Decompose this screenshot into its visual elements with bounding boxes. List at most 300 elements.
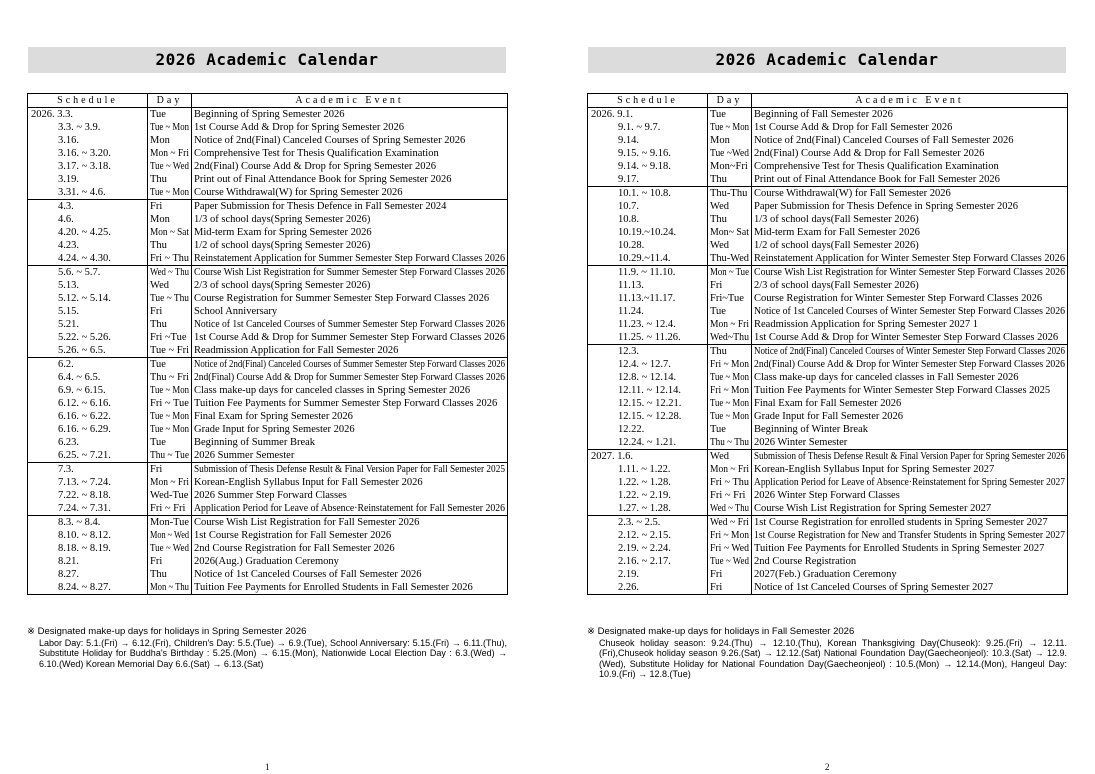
day-cell bbox=[148, 279, 192, 292]
event-text: Notice of 1st Canceled Courses of Fall Semester 2026 bbox=[194, 569, 422, 580]
event-text: Readmission Application for Spring Semester 2027 1 bbox=[754, 319, 978, 330]
event-text: 1st Course Add & Drop for Spring Semester 2026 bbox=[194, 122, 404, 133]
schedule-cell bbox=[28, 568, 148, 581]
day-cell bbox=[148, 134, 192, 147]
table-row bbox=[588, 292, 1068, 305]
schedule-text: 12.22. bbox=[618, 424, 645, 435]
schedule-text: 12.15. ~ 12.21. bbox=[618, 398, 682, 409]
event-text: Course Registration for Summer Semester Step Forward Classes 2026 bbox=[194, 293, 490, 304]
event-text: 2027(Feb.) Graduation Ceremony bbox=[754, 569, 897, 580]
schedule-text: 11.13. bbox=[618, 280, 644, 291]
schedule-cell bbox=[28, 555, 148, 568]
event-text: 2nd(Final) Course Add & Drop for Summer Semester Step Forward Classes 2026 bbox=[194, 372, 505, 383]
schedule-cell bbox=[588, 502, 708, 516]
day-cell bbox=[148, 318, 192, 331]
table-row bbox=[588, 371, 1068, 384]
schedule-text: 6.9. ~ 6.15. bbox=[58, 385, 106, 396]
schedule-cell bbox=[588, 252, 708, 266]
table-row bbox=[28, 371, 508, 384]
event-text: Class make-up days for canceled classes in Fall Semester 2026 bbox=[754, 372, 1019, 383]
schedule-cell bbox=[588, 384, 708, 397]
schedule-text: 3.31. ~ 4.6. bbox=[58, 187, 106, 198]
table-row bbox=[588, 516, 1068, 530]
schedule-text: 3.16. bbox=[58, 135, 79, 146]
schedule-cell bbox=[28, 449, 148, 463]
day-text: Mon~Fri bbox=[710, 161, 748, 172]
day-cell bbox=[708, 476, 752, 489]
day-cell bbox=[148, 529, 192, 542]
event-cell bbox=[192, 371, 508, 384]
schedule-text: 9.17. bbox=[618, 174, 639, 185]
schedule-text: 8.21. bbox=[58, 556, 79, 567]
day-cell bbox=[148, 502, 192, 516]
event-text: Reinstatement Application for Summer Semester Step Forward Classes 2026 bbox=[194, 253, 505, 264]
day-cell bbox=[708, 187, 752, 201]
schedule-text: 3.17. ~ 3.18. bbox=[58, 161, 111, 172]
event-cell bbox=[752, 516, 1068, 530]
event-text: Course Wish List Registration for Spring Semester 2027 bbox=[754, 503, 992, 514]
column-header-event: Academic Event bbox=[752, 94, 1068, 108]
schedule-cell bbox=[28, 147, 148, 160]
event-cell bbox=[752, 397, 1068, 410]
day-cell bbox=[148, 292, 192, 305]
event-cell bbox=[752, 187, 1068, 201]
day-cell bbox=[148, 200, 192, 214]
day-text: Tue bbox=[710, 424, 726, 435]
event-cell bbox=[192, 449, 508, 463]
event-text: Reinstatement Application for Winter Semester Step Forward Classes 2026 bbox=[754, 253, 1065, 264]
day-text: Wed bbox=[710, 240, 729, 251]
table-row bbox=[588, 318, 1068, 331]
event-cell bbox=[752, 463, 1068, 476]
table-row bbox=[28, 436, 508, 449]
table-row bbox=[28, 476, 508, 489]
day-text: Mon ~ Fri bbox=[150, 148, 189, 159]
table-row bbox=[588, 463, 1068, 476]
event-text: Notice of 1st Canceled Courses of Spring Semester 2027 bbox=[754, 582, 994, 593]
event-cell bbox=[192, 529, 508, 542]
event-cell bbox=[752, 318, 1068, 331]
table-header-row bbox=[588, 94, 1068, 108]
event-text: 2nd(Final) Course Add & Drop for Spring Semester 2026 bbox=[194, 161, 437, 172]
event-text: 2026 Winter Step Forward Classes bbox=[754, 490, 900, 501]
event-text: Tuition Fee Payments for Summer Semester Step Forward Classes 2026 bbox=[194, 398, 498, 409]
table-row bbox=[588, 568, 1068, 581]
holiday-note-body: Labor Day: 5.1.(Fri) → 6.12.(Fri), Children's Day: 5.5.(Tue) → 6.9.(Tue), School Anniversary: 5.15.(Fri) → 6.11.(Thu), Substitute Holiday for Buddha's Birthday : 5.25.(Mon) → 6.15.(Mon), Nationwide Local Election Day : 6.3.(Wed) → 6.10.(Wed) Korean Memorial Day 6.6.(Sat) → 6.13.(Sat) bbox=[39, 637, 507, 669]
event-text: Beginning of Fall Semester 2026 bbox=[754, 109, 893, 120]
table-row bbox=[28, 410, 508, 423]
day-text: Mon bbox=[150, 214, 170, 225]
day-cell bbox=[708, 502, 752, 516]
event-cell bbox=[752, 200, 1068, 213]
schedule-text: 5.12. ~ 5.14. bbox=[58, 293, 111, 304]
table-row bbox=[588, 384, 1068, 397]
day-cell bbox=[708, 542, 752, 555]
event-cell bbox=[192, 147, 508, 160]
schedule-text: 7.22. ~ 8.18. bbox=[58, 490, 111, 501]
day-text: Fri bbox=[710, 280, 723, 291]
schedule-text: 1.11. ~ 1.22. bbox=[618, 464, 671, 475]
event-cell bbox=[752, 436, 1068, 450]
day-cell bbox=[148, 568, 192, 581]
day-text: Tue bbox=[150, 359, 166, 370]
holiday-note bbox=[27, 627, 507, 669]
day-text: Fri ~ Thu bbox=[710, 477, 749, 488]
event-text: Paper Submission for Thesis Defence in Fall Semester 2024 bbox=[194, 201, 447, 212]
day-cell bbox=[708, 463, 752, 476]
day-cell bbox=[708, 555, 752, 568]
event-cell bbox=[752, 568, 1068, 581]
day-text: Tue ~ Mon bbox=[150, 424, 189, 435]
day-text: Fri bbox=[150, 306, 163, 317]
event-cell bbox=[192, 121, 508, 134]
schedule-text: 3.19. bbox=[58, 174, 79, 185]
day-cell bbox=[708, 305, 752, 318]
event-text: Course Wish List Registration for Fall Semester 2026 bbox=[194, 517, 420, 528]
event-text: 1st Course Registration for enrolled students in Spring Semester 2027 bbox=[754, 517, 1048, 528]
table-row bbox=[28, 173, 508, 186]
event-text: Notice of 2nd(Final) Canceled Courses of Spring Semester 2026 bbox=[194, 135, 466, 146]
day-cell bbox=[708, 384, 752, 397]
table-row bbox=[588, 397, 1068, 410]
event-cell bbox=[192, 410, 508, 423]
event-text: 1st Course Registration for New and Transfer Students in Spring Semester 2027 bbox=[754, 530, 1065, 541]
column-header-event: Academic Event bbox=[192, 94, 508, 108]
schedule-text: 10.8. bbox=[618, 214, 639, 225]
event-text: Final Exam for Fall Semester 2026 bbox=[754, 398, 902, 409]
day-cell bbox=[708, 489, 752, 502]
schedule-text: 8.27. bbox=[58, 569, 79, 580]
day-cell bbox=[708, 279, 752, 292]
day-text: Fri ~ Mon bbox=[710, 530, 749, 541]
schedule-text: 12.11. ~ 12.14. bbox=[618, 385, 682, 396]
day-text: Wed~Thu bbox=[710, 332, 749, 343]
day-text: Thu bbox=[710, 346, 727, 357]
day-cell bbox=[708, 371, 752, 384]
day-cell bbox=[148, 266, 192, 280]
day-text: Mon ~ Wed bbox=[150, 530, 189, 541]
table-row bbox=[28, 384, 508, 397]
schedule-cell bbox=[28, 436, 148, 449]
day-cell bbox=[148, 226, 192, 239]
day-cell bbox=[148, 436, 192, 449]
table-row bbox=[588, 266, 1068, 280]
day-text: Wed bbox=[150, 280, 169, 291]
schedule-text: 8.3. ~ 8.4. bbox=[58, 517, 101, 528]
event-text: Print out of Final Attendance Book for Fall Semester 2026 bbox=[754, 174, 1000, 185]
day-text: Mon bbox=[150, 135, 170, 146]
schedule-cell bbox=[588, 410, 708, 423]
table-row bbox=[588, 476, 1068, 489]
day-text: Tue ~ Fri bbox=[150, 345, 189, 356]
day-text: Mon ~ Sat bbox=[150, 227, 189, 238]
table-row bbox=[28, 239, 508, 252]
day-text: Wed ~ Fri bbox=[710, 517, 749, 528]
schedule-cell bbox=[588, 134, 708, 147]
schedule-cell bbox=[588, 239, 708, 252]
day-text: Thu bbox=[710, 214, 727, 225]
event-cell bbox=[752, 173, 1068, 187]
table-row bbox=[28, 318, 508, 331]
event-cell bbox=[752, 331, 1068, 345]
table-row bbox=[28, 252, 508, 266]
table-row bbox=[28, 160, 508, 173]
event-text: Class make-up days for canceled classes in Spring Semester 2026 bbox=[194, 385, 471, 396]
schedule-text: 1.22. ~ 2.19. bbox=[618, 490, 671, 501]
day-cell bbox=[708, 292, 752, 305]
event-text: Notice of 2nd(Final) Canceled Courses of Fall Semester 2026 bbox=[754, 135, 1014, 146]
event-cell bbox=[752, 121, 1068, 134]
event-cell bbox=[192, 173, 508, 186]
schedule-cell bbox=[28, 279, 148, 292]
schedule-text: 4.20. ~ 4.25. bbox=[58, 227, 111, 238]
table-row bbox=[28, 134, 508, 147]
schedule-text: 6.12. ~ 6.16. bbox=[58, 398, 111, 409]
day-cell bbox=[708, 173, 752, 187]
event-text: Course Wish List Registration for Summer Semester Step Forward Classes 2026 bbox=[194, 267, 505, 278]
table-row bbox=[28, 147, 508, 160]
day-text: Wed ~ Thu bbox=[150, 267, 189, 278]
event-text: 1/2 of school days(Spring Semester 2026) bbox=[194, 240, 371, 251]
event-text: Tuition Fee Payments for Winter Semester Step Forward Classes 2025 bbox=[754, 385, 1051, 396]
page-title: 2026 Academic Calendar bbox=[588, 47, 1066, 73]
schedule-text: 6.16. ~ 6.29. bbox=[58, 424, 111, 435]
schedule-cell bbox=[28, 226, 148, 239]
schedule-text: 2.12. ~ 2.15. bbox=[618, 530, 671, 541]
schedule-cell bbox=[588, 213, 708, 226]
day-text: Wed bbox=[710, 201, 729, 212]
event-text: Submission of Thesis Defense Result & Final Version Paper for Fall Semester 2025 bbox=[194, 464, 505, 475]
schedule-cell bbox=[588, 292, 708, 305]
day-cell bbox=[148, 173, 192, 186]
day-text: Wed ~ Thu bbox=[710, 503, 749, 514]
event-text: Readmission Application for Fall Semester 2026 bbox=[194, 345, 399, 356]
day-text: Tue ~Wed bbox=[710, 148, 749, 159]
day-text: Fri bbox=[150, 201, 163, 212]
table-row bbox=[28, 226, 508, 239]
event-cell bbox=[752, 450, 1068, 464]
table-row bbox=[588, 147, 1068, 160]
schedule-cell bbox=[588, 555, 708, 568]
table-row bbox=[28, 449, 508, 463]
event-cell bbox=[192, 344, 508, 358]
event-text: 2nd Course Registration for Fall Semester 2026 bbox=[194, 543, 395, 554]
event-text: 2026(Aug.) Graduation Ceremony bbox=[194, 556, 339, 567]
schedule-cell bbox=[28, 397, 148, 410]
table-row bbox=[588, 555, 1068, 568]
schedule-text: 2.19. bbox=[618, 569, 639, 580]
event-cell bbox=[752, 423, 1068, 436]
schedule-text: 11.9. ~ 11.10. bbox=[618, 267, 676, 278]
day-cell bbox=[708, 436, 752, 450]
schedule-cell bbox=[588, 542, 708, 555]
schedule-text: 12.4. ~ 12.7. bbox=[618, 359, 671, 370]
event-cell bbox=[752, 489, 1068, 502]
schedule-cell bbox=[588, 121, 708, 134]
day-cell bbox=[148, 358, 192, 372]
schedule-cell bbox=[588, 147, 708, 160]
event-cell bbox=[192, 384, 508, 397]
event-cell bbox=[192, 108, 508, 122]
event-text: 1/3 of school days(Fall Semester 2026) bbox=[754, 214, 919, 225]
event-text: Grade Input for Spring Semester 2026 bbox=[194, 424, 355, 435]
table-row bbox=[588, 410, 1068, 423]
schedule-cell bbox=[28, 318, 148, 331]
schedule-cell bbox=[588, 173, 708, 187]
table-row bbox=[28, 555, 508, 568]
schedule-cell bbox=[28, 186, 148, 200]
event-cell bbox=[752, 160, 1068, 173]
event-text: 1st Course Add & Drop for Winter Semester Step Forward Classes 2026 bbox=[754, 332, 1059, 343]
day-cell bbox=[708, 331, 752, 345]
event-text: Application Period for Leave of Absence·Reinstatement for Spring Semester 2027 bbox=[754, 477, 1065, 488]
event-cell bbox=[192, 423, 508, 436]
day-cell bbox=[148, 581, 192, 595]
day-text: Thu ~ Fri bbox=[150, 372, 189, 383]
schedule-cell bbox=[588, 266, 708, 280]
day-text: Fri ~ Wed bbox=[710, 543, 749, 554]
schedule-cell bbox=[28, 476, 148, 489]
day-text: Tue bbox=[710, 306, 726, 317]
schedule-cell bbox=[28, 239, 148, 252]
day-text: Thu bbox=[710, 174, 727, 185]
schedule-cell bbox=[28, 529, 148, 542]
day-text: Tue bbox=[150, 109, 166, 120]
day-cell bbox=[708, 213, 752, 226]
table-row bbox=[28, 568, 508, 581]
event-text: Notice of 2nd(Final) Canceled Courses of Winter Semester Step Forward Classes 2026 bbox=[754, 346, 1065, 357]
schedule-text: 7.13. ~ 7.24. bbox=[58, 477, 111, 488]
schedule-cell bbox=[28, 160, 148, 173]
schedule-text: 10.7. bbox=[618, 201, 639, 212]
schedule-text: 3.3. ~ 3.9. bbox=[58, 122, 101, 133]
event-cell bbox=[752, 410, 1068, 423]
event-cell bbox=[192, 463, 508, 477]
schedule-cell bbox=[28, 344, 148, 358]
table-row bbox=[588, 226, 1068, 239]
table-row bbox=[588, 423, 1068, 436]
schedule-cell bbox=[28, 371, 148, 384]
event-text: Comprehensive Test for Thesis Qualification Examination bbox=[194, 148, 439, 159]
day-cell bbox=[148, 160, 192, 173]
day-text: Tue ~ Wed bbox=[150, 161, 189, 172]
schedule-cell bbox=[28, 384, 148, 397]
schedule-cell bbox=[588, 397, 708, 410]
table-row bbox=[588, 213, 1068, 226]
day-text: Fri ~ Tue bbox=[150, 398, 189, 409]
schedule-text: 2.3. ~ 2.5. bbox=[618, 517, 661, 528]
event-text: Notice of 1st Canceled Courses of Winter Semester Step Forward Classes 2026 bbox=[754, 306, 1065, 317]
schedule-cell bbox=[28, 542, 148, 555]
schedule-text: 4.23. bbox=[58, 240, 79, 251]
event-cell bbox=[192, 555, 508, 568]
table-row bbox=[588, 450, 1068, 464]
day-text: Tue ~ Mon bbox=[710, 398, 749, 409]
schedule-text: 11.23. ~ 12.4. bbox=[618, 319, 676, 330]
schedule-cell bbox=[28, 266, 148, 280]
table-row bbox=[28, 186, 508, 200]
schedule-cell bbox=[588, 529, 708, 542]
event-text: 2026 Summer Semester bbox=[194, 450, 295, 461]
table-row bbox=[588, 436, 1068, 450]
schedule-cell bbox=[588, 489, 708, 502]
day-cell bbox=[708, 423, 752, 436]
day-cell bbox=[148, 331, 192, 344]
day-text: Tue ~ Mon bbox=[710, 411, 749, 422]
event-cell bbox=[192, 226, 508, 239]
table-row bbox=[28, 344, 508, 358]
event-cell bbox=[192, 160, 508, 173]
day-cell bbox=[148, 463, 192, 477]
day-cell bbox=[708, 252, 752, 266]
day-text: Tue ~ Mon bbox=[150, 411, 189, 422]
day-text: Mon ~ Fri bbox=[710, 464, 749, 475]
event-text: Tuition Fee Payments for Enrolled Students in Spring Semester 2027 bbox=[754, 543, 1045, 554]
day-cell bbox=[148, 344, 192, 358]
table-row bbox=[28, 121, 508, 134]
day-cell bbox=[148, 213, 192, 226]
event-text: Mid-term Exam for Fall Semester 2026 bbox=[754, 227, 920, 238]
schedule-cell bbox=[588, 345, 708, 359]
schedule-text: 2026. 9.1. bbox=[591, 109, 633, 120]
table-row bbox=[588, 252, 1068, 266]
event-cell bbox=[752, 345, 1068, 359]
event-cell bbox=[192, 279, 508, 292]
event-cell bbox=[192, 186, 508, 200]
day-text: Mon bbox=[710, 135, 730, 146]
event-text: Comprehensive Test for Thesis Qualification Examination bbox=[754, 161, 999, 172]
table-row bbox=[28, 266, 508, 280]
schedule-text: 10.29.~11.4. bbox=[618, 253, 671, 264]
day-cell bbox=[148, 147, 192, 160]
event-cell bbox=[752, 292, 1068, 305]
day-text: Fri ~ Fri bbox=[710, 490, 746, 501]
schedule-cell bbox=[28, 463, 148, 477]
event-text: Submission of Thesis Defense Result & Final Version Paper for Spring Semester 2026 bbox=[754, 451, 1065, 462]
event-cell bbox=[752, 239, 1068, 252]
event-cell bbox=[192, 200, 508, 214]
schedule-cell bbox=[28, 252, 148, 266]
table-row bbox=[588, 239, 1068, 252]
column-header-day: Day bbox=[148, 94, 192, 108]
table-row bbox=[28, 358, 508, 372]
schedule-cell bbox=[588, 200, 708, 213]
day-text: Thu ~ Tue bbox=[150, 450, 189, 461]
event-text: Beginning of Winter Break bbox=[754, 424, 868, 435]
day-text: Thu-Thu bbox=[710, 188, 748, 199]
table-row bbox=[28, 305, 508, 318]
event-cell bbox=[752, 305, 1068, 318]
table-row bbox=[28, 108, 508, 122]
schedule-text: 11.25. ~ 11.26. bbox=[618, 332, 681, 343]
table-row bbox=[588, 200, 1068, 213]
day-cell bbox=[148, 489, 192, 502]
table-row bbox=[28, 463, 508, 477]
event-cell bbox=[752, 371, 1068, 384]
schedule-cell bbox=[588, 358, 708, 371]
day-cell bbox=[708, 239, 752, 252]
day-cell bbox=[708, 160, 752, 173]
event-cell bbox=[752, 108, 1068, 122]
day-cell bbox=[148, 423, 192, 436]
day-text: Tue ~ Mon bbox=[710, 372, 749, 383]
schedule-cell bbox=[28, 489, 148, 502]
page-number: 2 bbox=[825, 762, 830, 772]
schedule-text: 12.24. ~ 1.21. bbox=[618, 437, 677, 448]
table-row bbox=[28, 213, 508, 226]
event-text: Mid-term Exam for Spring Semester 2026 bbox=[194, 227, 372, 238]
day-cell bbox=[148, 542, 192, 555]
